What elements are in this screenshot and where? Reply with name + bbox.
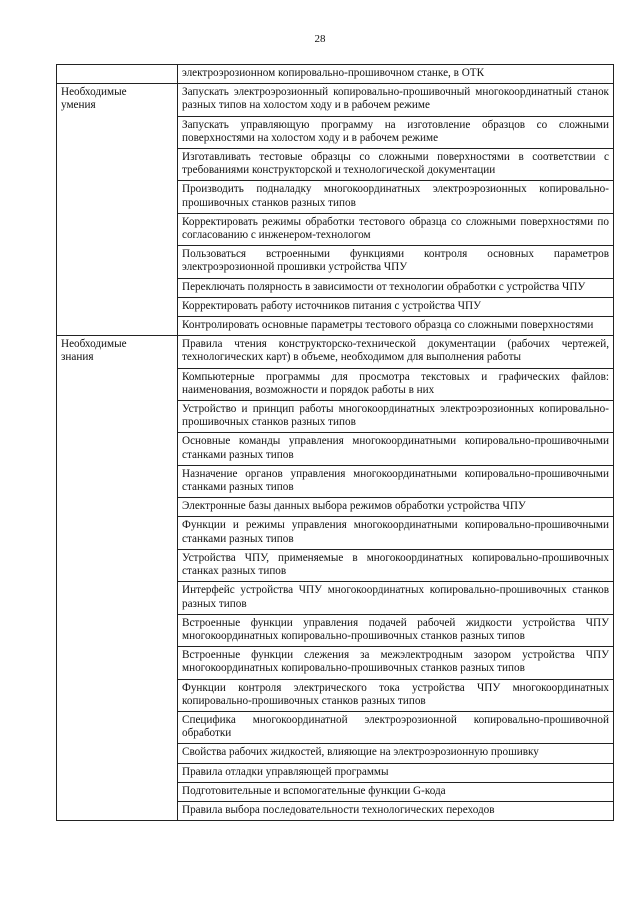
item-cell: Встроенные функции слежения за межэлектродным зазором устройства ЧПУ многокоординатных копировально-прошивочных станков разных типов xyxy=(178,647,614,679)
item-cell: Специфика многокоординатной электроэрозионной копировально-прошивочной обработки xyxy=(178,711,614,743)
item-cell: Корректировать работу источников питания с устройства ЧПУ xyxy=(178,297,614,316)
item-cell: Правила выбора последовательности технологических переходов xyxy=(178,801,614,820)
item-cell: Устройство и принцип работы многокоординатных электроэрозионных копировально-прошивочных станков разных типов xyxy=(178,401,614,433)
item-cell: Пользоваться встроенными функциями контроля основных параметров электроэрозионной прошивки устройства ЧПУ xyxy=(178,246,614,278)
table-row xyxy=(57,84,614,116)
item-cell: Производить подналадку многокоординатных электроэрозионных копировально-прошивочных станков разных типов xyxy=(178,181,614,213)
item-cell: Основные команды управления многокоординатными копировально-прошивочными станками разных типов xyxy=(178,433,614,465)
category-cell xyxy=(57,336,178,821)
continuation-cell: электроэрозионном копировально-прошивочном станке, в ОТК xyxy=(178,65,614,84)
category-cell-empty xyxy=(57,65,178,84)
item-cell: Правила чтения конструкторско-технической документации (рабочих чертежей, технологических карт) в объеме, необходимом для выполнения работы xyxy=(178,336,614,368)
item-cell: Запускать электроэрозионный копировально-прошивочный многокоординатный станок разных типов на холостом ходу и в рабочем режиме xyxy=(178,84,614,116)
item-cell: Свойства рабочих жидкостей, влияющие на электроэрозионную прошивку xyxy=(178,744,614,763)
item-cell: Электронные базы данных выбора режимов обработки устройства ЧПУ xyxy=(178,498,614,517)
category-label: Необходимые знания xyxy=(61,338,127,364)
table-row xyxy=(57,65,614,84)
item-cell: Изготавливать тестовые образцы со сложными поверхностями в соответствии с требованиями конструкторской и технологической документации xyxy=(178,149,614,181)
category-label: Необходимые умения xyxy=(61,86,127,112)
table-row xyxy=(57,336,614,368)
item-cell: Контролировать основные параметры тестового образца со сложными поверхностями xyxy=(178,317,614,336)
item-cell: Назначение органов управления многокоординатными копировально-прошивочными станками разных типов xyxy=(178,465,614,497)
item-cell: Устройства ЧПУ, применяемые в многокоординатных копировально-прошивочных станках разных типов xyxy=(178,549,614,581)
item-cell: Запускать управляющую программу на изготовление образцов со сложными поверхностями на холостом ходу и в рабочем режиме xyxy=(178,116,614,148)
item-cell: Функции контроля электрического тока устройства ЧПУ многокоординатных копировально-прошивочных станков разных типов xyxy=(178,679,614,711)
item-cell: Корректировать режимы обработки тестового образца со сложными поверхностями по согласованию с инженером-технологом xyxy=(178,213,614,245)
page-number: 28 xyxy=(314,33,326,45)
item-cell: Функции и режимы управления многокоординатными копировально-прошивочными станками разных типов xyxy=(178,517,614,549)
category-cell xyxy=(57,84,178,336)
item-cell: Интерфейс устройства ЧПУ многокоординатных копировально-прошивочных станков разных типов xyxy=(178,582,614,614)
item-cell: Переключать полярность в зависимости от технологии обработки с устройства ЧПУ xyxy=(178,278,614,297)
requirements-table xyxy=(56,64,614,821)
item-cell: Правила отладки управляющей программы xyxy=(178,763,614,782)
item-cell: Встроенные функции управления подачей рабочей жидкости устройства ЧПУ многокоординатных копировально-прошивочных станков разных типов xyxy=(178,614,614,646)
item-cell: Компьютерные программы для просмотра текстовых и графических файлов: наименования, возможности и порядок работы в них xyxy=(178,368,614,400)
item-cell: Подготовительные и вспомогательные функции G-кода xyxy=(178,782,614,801)
